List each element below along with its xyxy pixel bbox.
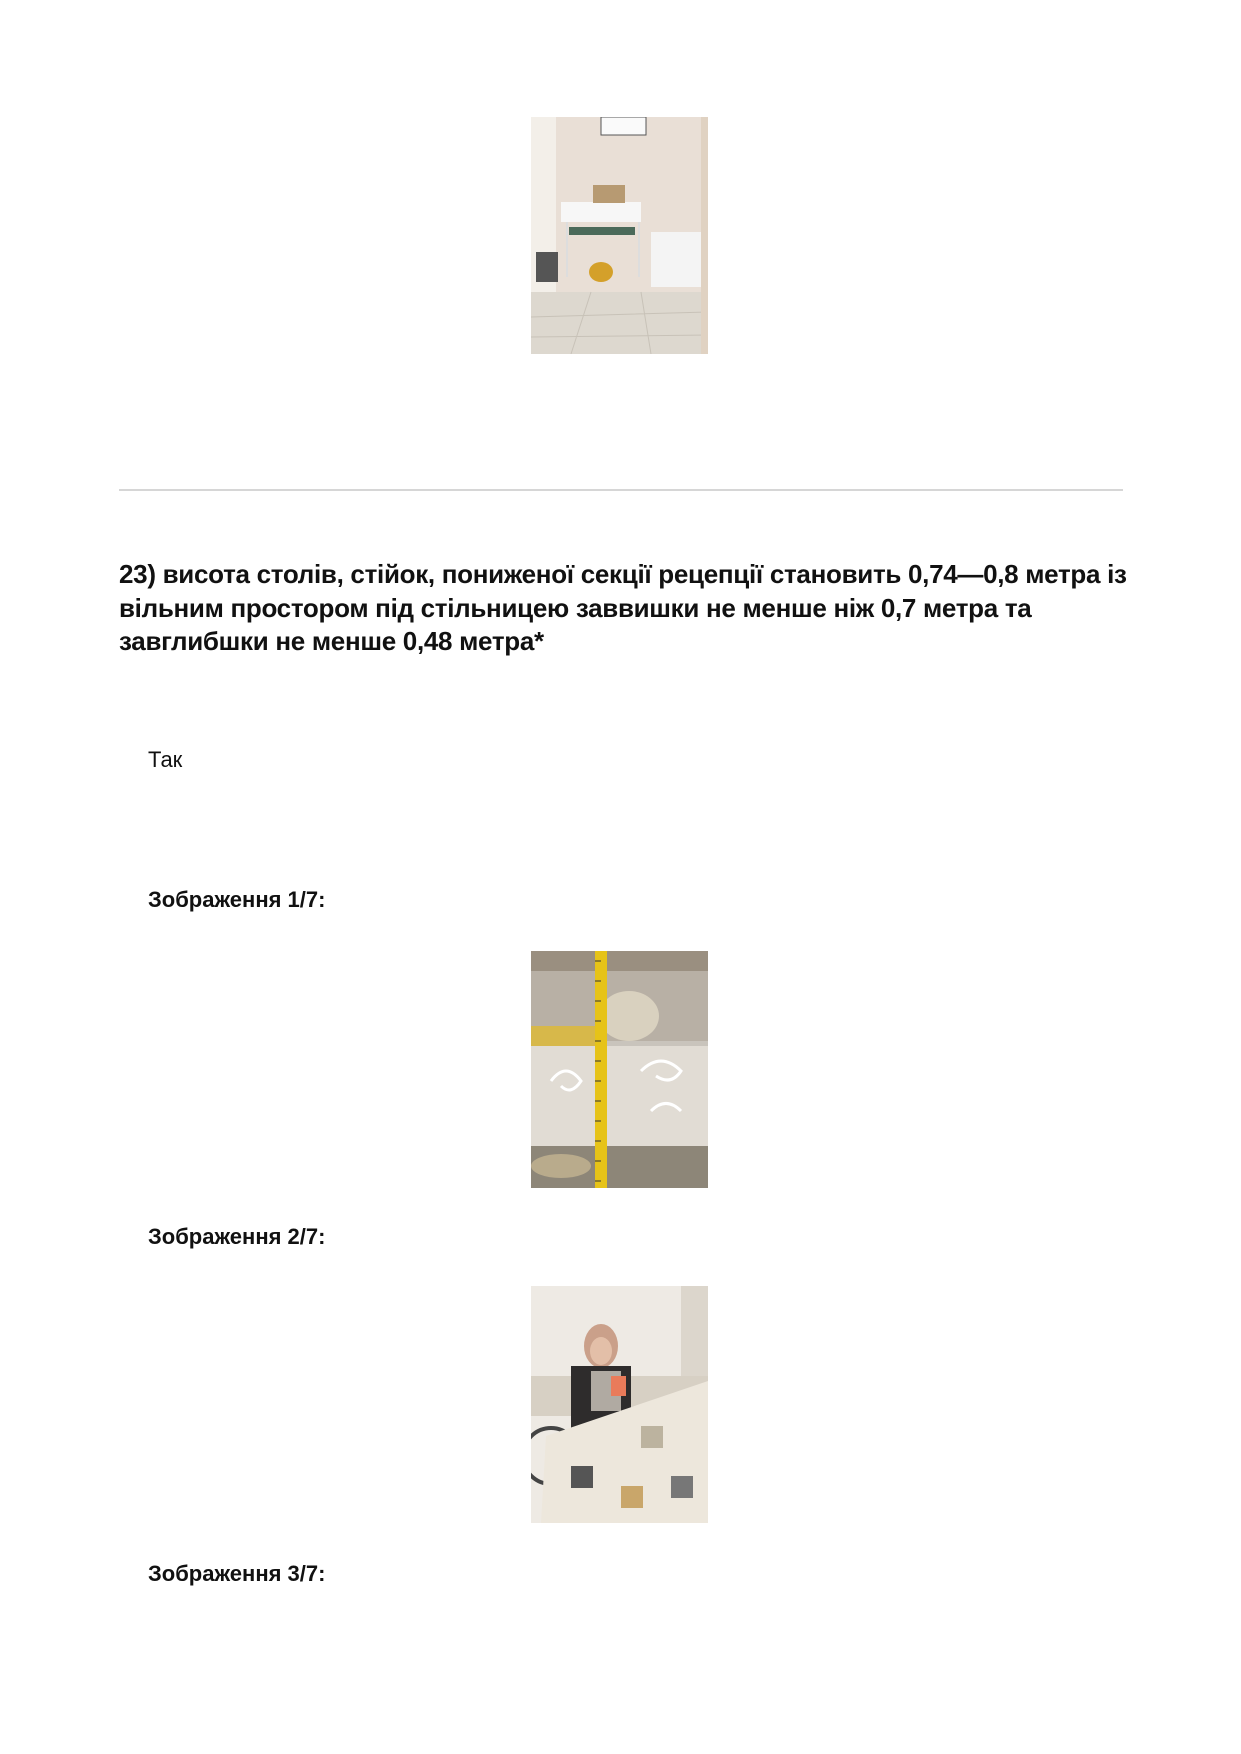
question-title: 23) висота столів, стійок, пониженої секції рецепції становить 0,74—0,8 метра із вільним простором під стільницею заввишки не менше ніж 0,7 метра та завглибшки не менше 0,48 метра* bbox=[119, 559, 1127, 656]
table-height-measurement-photo bbox=[531, 951, 708, 1188]
wheelchair-user-at-table-photo bbox=[531, 1286, 708, 1523]
image-caption: Зображення 2/7: bbox=[148, 1224, 326, 1249]
question-answer: Так bbox=[148, 747, 183, 772]
image-caption: Зображення 1/7: bbox=[148, 887, 326, 912]
section-divider bbox=[119, 489, 1123, 491]
image-caption: Зображення 3/7: bbox=[148, 1561, 326, 1586]
medical-room-photo bbox=[531, 117, 708, 354]
